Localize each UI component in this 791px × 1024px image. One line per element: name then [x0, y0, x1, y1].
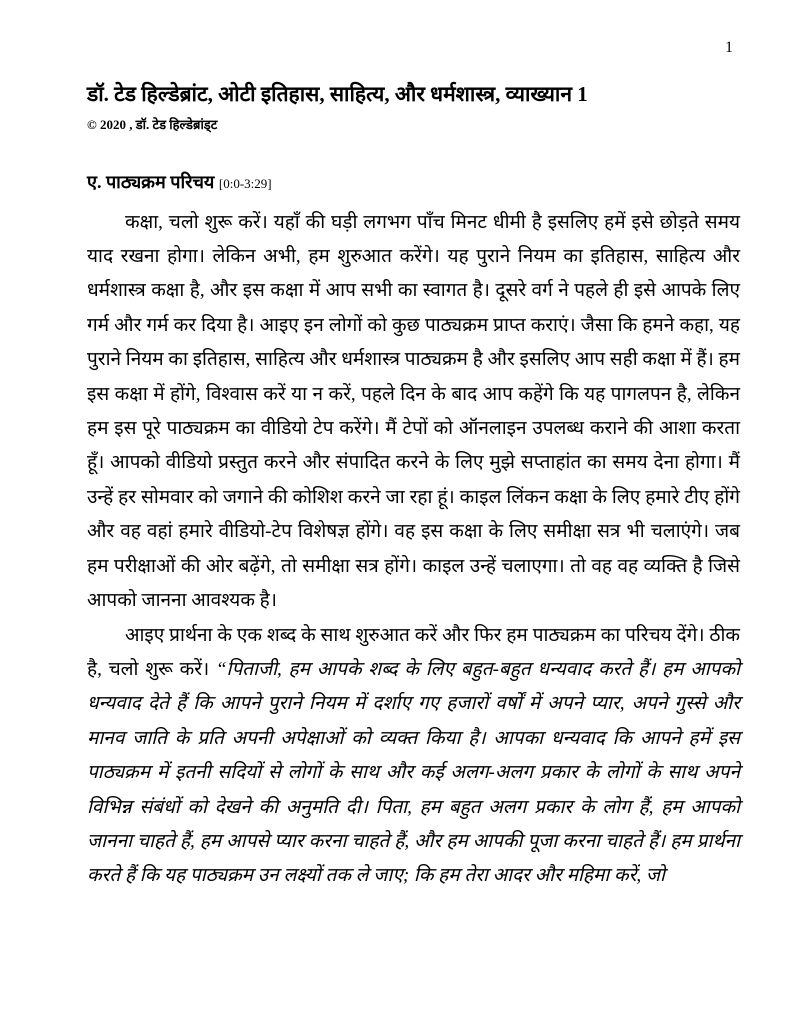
document-content [87, 0, 740, 894]
copyright-line: © 2020 , डॉ. टेड हिल्डेब्रांड्ट [87, 117, 218, 133]
paragraph-course-intro [87, 206, 740, 619]
section-timestamp: [0:0-3:29] [218, 176, 272, 192]
paragraph-prayer [87, 619, 740, 894]
paragraph-prayer-quote: “पिताजी, हम आपके शब्द के लिए बहुत-बहुत धन्यवाद करते हैं। हम आपको धन्यवाद देते हैं कि आपने पुराने नियम में दर्शाए गए हजारों वर्षों में अपने प्यार, अपने गुस्से और मानव जाति के प्रति अपनी अपेक्षाओं को व्यक्त किया है। आपका धन्यवाद कि आपने हमें इस पाठ्यक्रम में इतनी सदियों से लोगों के साथ और कई अलग-अलग प्रकार के लोगों के साथ अपने विभिन्न संबंधों को देखने की अनुमति दी। पिता, हम बहुत अलग प्रकार के लोग हैं, हम आपको जानना चाहते हैं, हम आपसे प्यार करना चाहते हैं, और हम आपकी पूजा करना चाहते हैं। हम प्रार्थना करते हैं कि यह पाठ्यक्रम उन लक्ष्यों तक ले जाए; कि हम तेरा आदर और महिमा करें, जो [87, 658, 740, 887]
section-heading [87, 171, 740, 194]
paragraph-prayer-lead: आइए प्रार्थना के एक शब्द के साथ शुरुआत करें और फिर हम पाठ्यक्रम का परिचय देंगे। ठीक है, चलो शुरू करें। [87, 624, 740, 680]
paragraph-course-intro-text: कक्षा, चलो शुरू करें। यहाँ की घड़ी लगभग पाँच मिनट धीमी है इसलिए हमें इसे छोड़ते समय याद रखना होगा। लेकिन अभी, हम शुरुआत करेंगे। यह पुराने नियम का इतिहास, साहित्य और धर्मशास्त्र कक्षा है, और इस कक्षा में आप सभी का स्वागत है। दूसरे वर्ग ने पहले ही इसे आपके लिए गर्म और गर्म कर दिया है। आइए इन लोगों को कुछ पाठ्यक्रम प्राप्त कराएं। जैसा कि हमने कहा, यह पुराने नियम का इतिहास, साहित्य और धर्मशास्त्र पाठ्यक्रम है और इसलिए आप सही कक्षा में हैं। हम इस कक्षा में होंगे, विश्वास करें या न करें, पहले दिन के बाद आप कहेंगे कि यह पागलपन है, लेकिन हम इस पूरे पाठ्यक्रम का वीडियो टेप करेंगे। मैं टेपों को ऑनलाइन उपलब्ध कराने की आशा करता हूँ। आपको वीडियो प्रस्तुत करने और संपादित करने के लिए मुझे सप्ताहांत का समय देना होगा। मैं उन्हें हर सोमवार को जगाने की कोशिश करने जा रहा हूं। काइल लिंकन कक्षा के लिए हमारे टीए होंगे और वह वहां हमारे वीडियो-टेप विशेषज्ञ होंगे। वह इस कक्षा के लिए समीक्षा सत्र भी चलाएंगे। जब हम परीक्षाओं की ओर बढ़ेंगे, तो समीक्षा सत्र होंगे। काइल उन्हें चलाएगा। तो वह वह व्यक्ति है जिसे आपको जानना आवश्यक है। [87, 211, 740, 612]
document-title: डॉ. टेड हिल्डेब्रांट, ओटी इतिहास, साहित्य, और धर्मशास्त्र, व्याख्यान 1 [87, 82, 588, 106]
section-heading-text: ए. पाठ्यक्रम परिचय [87, 172, 219, 193]
page-number: 1 [725, 39, 733, 56]
